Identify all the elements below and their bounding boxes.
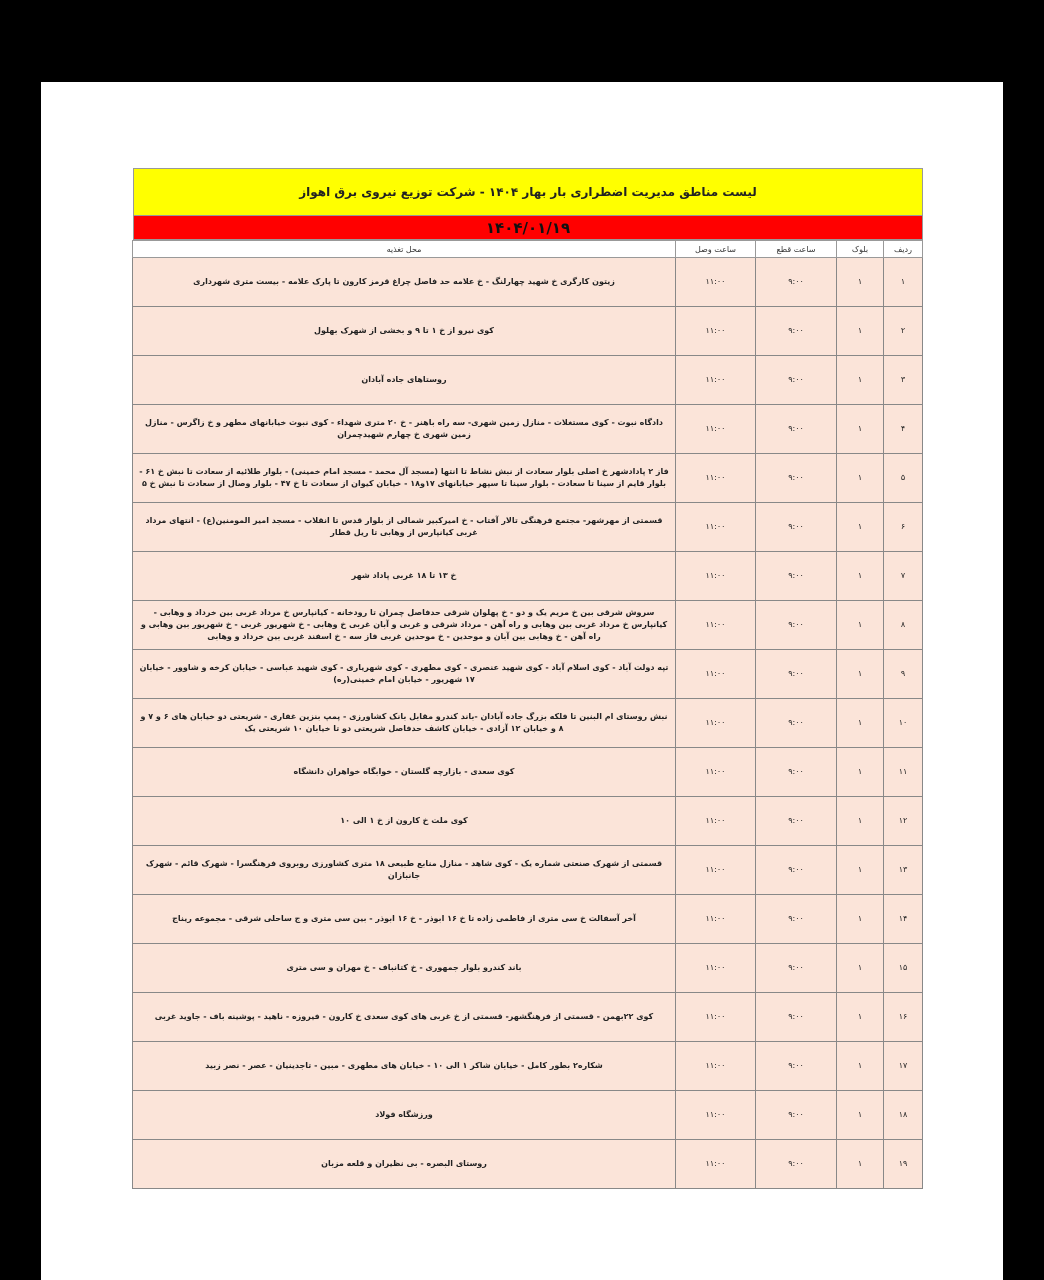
table-row <box>133 601 923 650</box>
header-cut-time: ساعت قطع <box>756 241 837 258</box>
block-cell: ۱ <box>837 1140 884 1189</box>
connect-time-cell: ۱۱:۰۰ <box>676 993 756 1042</box>
block-cell: ۱ <box>837 846 884 895</box>
row-number-cell: ۱۸ <box>884 1091 923 1140</box>
row-number-cell: ۲ <box>884 307 923 356</box>
table-row <box>133 993 923 1042</box>
location-cell: کوی سعدی - بازارچه گلستان - خوابگاه خواهران دانشگاه <box>133 748 676 797</box>
location-cell: ورزشگاه فولاد <box>133 1091 676 1140</box>
header-row-number: ردیف <box>884 241 923 258</box>
block-cell: ۱ <box>837 503 884 552</box>
block-cell: ۱ <box>837 356 884 405</box>
block-cell: ۱ <box>837 797 884 846</box>
connect-time-cell: ۱۱:۰۰ <box>676 895 756 944</box>
connect-time-cell: ۱۱:۰۰ <box>676 601 756 650</box>
table-row <box>133 405 923 454</box>
row-number-cell: ۶ <box>884 503 923 552</box>
location-cell: فاز ۲ پادادشهر خ اصلی بلوار سعادت از نبش نشاط تا انتها (مسجد آل محمد - مسجد امام خمینی) - بلوار طلائیه از سعادت تا نبش خ ۶۱ - بلوار قایم از سینا تا سعادت - بلوار سینا تا سپهر خیابانهای ۱۷و۱۸ - خیابان کیوان از سعادت تا خ ۴۷ - بلوار وصال از سعادت تا نبش خ ۵ <box>133 454 676 503</box>
table-row <box>133 356 923 405</box>
table-row <box>133 748 923 797</box>
connect-time-cell: ۱۱:۰۰ <box>676 1091 756 1140</box>
block-cell: ۱ <box>837 650 884 699</box>
cut-time-cell: ۹:۰۰ <box>756 258 837 307</box>
table-row <box>133 1140 923 1189</box>
row-number-cell: ۳ <box>884 356 923 405</box>
connect-time-cell: ۱۱:۰۰ <box>676 1042 756 1091</box>
location-cell: قسمتی از مهرشهر- مجتمع فرهنگی تالار آفتاب - خ امیرکبیر شمالی از بلوار قدس تا انقلاب - مسجد امیر المومنین(ع) - انتهای مرداد غربی کیانپارس از وهابی تا ریل قطار <box>133 503 676 552</box>
cut-time-cell: ۹:۰۰ <box>756 846 837 895</box>
row-number-cell: ۱۱ <box>884 748 923 797</box>
table-row <box>133 258 923 307</box>
row-number-cell: ۸ <box>884 601 923 650</box>
table-body <box>133 258 923 1189</box>
document-page <box>41 82 1003 1280</box>
table-row <box>133 895 923 944</box>
header-location: محل تغذیه <box>133 241 676 258</box>
cut-time-cell: ۹:۰۰ <box>756 797 837 846</box>
location-cell: سروش شرقی بین خ مریم یک و دو - خ پهلوان شرقی حدفاصل چمران تا رودخانه - کیانپارس خ مرداد غربی بین خرداد و وهابی - کیانپارس خ مرداد غربی بین وهابی و راه آهن - مرداد شرقی و غربی و آبان غربی خ وهابی - خ شهریور غربی - خ شهریور بین وهابی و راه آهن - خ وهابی بین آبان و موحدین - خ موحدین غربی فاز سه - خ اسفند غربی بین خرداد و وهابی <box>133 601 676 650</box>
connect-time-cell: ۱۱:۰۰ <box>676 356 756 405</box>
row-number-cell: ۵ <box>884 454 923 503</box>
connect-time-cell: ۱۱:۰۰ <box>676 1140 756 1189</box>
block-cell: ۱ <box>837 895 884 944</box>
connect-time-cell: ۱۱:۰۰ <box>676 797 756 846</box>
row-number-cell: ۱۵ <box>884 944 923 993</box>
location-cell: آخر آسفالت خ سی متری از فاطمی زاده تا خ ۱۶ ابوذر - خ ۱۶ ابوذر - بین سی متری و ج ساحلی شرقی - مجموعه ریناج <box>133 895 676 944</box>
table-row <box>133 1042 923 1091</box>
location-cell: خ ۱۳ تا ۱۸ غربی پاداد شهر <box>133 552 676 601</box>
cut-time-cell: ۹:۰۰ <box>756 748 837 797</box>
block-cell: ۱ <box>837 307 884 356</box>
row-number-cell: ۷ <box>884 552 923 601</box>
table-row <box>133 797 923 846</box>
table-row <box>133 552 923 601</box>
table-row <box>133 454 923 503</box>
cut-time-cell: ۹:۰۰ <box>756 1042 837 1091</box>
connect-time-cell: ۱۱:۰۰ <box>676 944 756 993</box>
schedule-table <box>132 240 923 1189</box>
block-cell: ۱ <box>837 601 884 650</box>
table-row <box>133 699 923 748</box>
block-cell: ۱ <box>837 552 884 601</box>
location-cell: دادگاه نبوت - کوی مستغلات - منازل زمین شهری- سه راه باهنر - خ ۲۰ متری شهداء - کوی نبوت خیابانهای مطهر و خ زاگرس - منازل زمین شهری خ چهارم شهیدچمران <box>133 405 676 454</box>
cut-time-cell: ۹:۰۰ <box>756 454 837 503</box>
outage-schedule <box>133 168 923 1189</box>
row-number-cell: ۱۲ <box>884 797 923 846</box>
connect-time-cell: ۱۱:۰۰ <box>676 503 756 552</box>
cut-time-cell: ۹:۰۰ <box>756 307 837 356</box>
row-number-cell: ۱ <box>884 258 923 307</box>
location-cell: کوی ملت خ کارون از خ ۱ الی ۱۰ <box>133 797 676 846</box>
row-number-cell: ۴ <box>884 405 923 454</box>
row-number-cell: ۱۷ <box>884 1042 923 1091</box>
row-number-cell: ۱۰ <box>884 699 923 748</box>
location-cell: کوی ۲۲بهمن - قسمتی از فرهنگشهر- قسمتی از خ غربی های کوی سعدی خ کارون - فیروزه - ناهید - پوشینه باف - جاوید غربی <box>133 993 676 1042</box>
header-block: بلوک <box>837 241 884 258</box>
cut-time-cell: ۹:۰۰ <box>756 944 837 993</box>
connect-time-cell: ۱۱:۰۰ <box>676 405 756 454</box>
location-cell: باند کندرو بلوار جمهوری - خ کتانباف - خ مهران و سی متری <box>133 944 676 993</box>
block-cell: ۱ <box>837 1091 884 1140</box>
location-cell: قسمتی از شهرک صنعتی شماره یک - کوی شاهد - منازل منابع طبیعی ۱۸ متری کشاورزی روبروی فرهنگسرا - شهرک قائم - شهرک جانبازان <box>133 846 676 895</box>
row-number-cell: ۱۴ <box>884 895 923 944</box>
table-row <box>133 944 923 993</box>
cut-time-cell: ۹:۰۰ <box>756 356 837 405</box>
table-row <box>133 307 923 356</box>
table-row <box>133 846 923 895</box>
row-number-cell: ۱۳ <box>884 846 923 895</box>
location-cell: روستاهای جاده آبادان <box>133 356 676 405</box>
block-cell: ۱ <box>837 748 884 797</box>
cut-time-cell: ۹:۰۰ <box>756 895 837 944</box>
location-cell: روستای البصره - بی نظیران و قلعه مزبان <box>133 1140 676 1189</box>
row-number-cell: ۱۹ <box>884 1140 923 1189</box>
block-cell: ۱ <box>837 258 884 307</box>
cut-time-cell: ۹:۰۰ <box>756 1140 837 1189</box>
schedule-date: ۱۴۰۴/۰۱/۱۹ <box>133 216 923 240</box>
location-cell: زیتون کارگری خ شهید چهارلنگ - خ علامه حد فاصل چراغ قرمز کارون تا پارک علامه - بیست متری شهرداری <box>133 258 676 307</box>
location-cell: شکاره۲ بطور کامل - خیابان شاکر ۱ الی ۱۰ - خیابان های مطهری - مبین - تاجدینیان - عصر - نصر زبید <box>133 1042 676 1091</box>
connect-time-cell: ۱۱:۰۰ <box>676 454 756 503</box>
header-connect-time: ساعت وصل <box>676 241 756 258</box>
cut-time-cell: ۹:۰۰ <box>756 650 837 699</box>
connect-time-cell: ۱۱:۰۰ <box>676 307 756 356</box>
table-row <box>133 503 923 552</box>
table-header <box>133 241 923 258</box>
location-cell: کوی نیرو از خ ۱ تا ۹ و بخشی از شهرک بهلول <box>133 307 676 356</box>
cut-time-cell: ۹:۰۰ <box>756 552 837 601</box>
table-row <box>133 1091 923 1140</box>
cut-time-cell: ۹:۰۰ <box>756 503 837 552</box>
block-cell: ۱ <box>837 944 884 993</box>
connect-time-cell: ۱۱:۰۰ <box>676 258 756 307</box>
location-cell: تپه دولت آباد - کوی اسلام آباد - کوی شهید عنصری - کوی مطهری - کوی شهریاری - کوی شهید عباسی - خیابان کرخه و شاوور - خیابان ۱۷ شهریور - خیابان امام خمینی(ره) <box>133 650 676 699</box>
cut-time-cell: ۹:۰۰ <box>756 1091 837 1140</box>
row-number-cell: ۹ <box>884 650 923 699</box>
block-cell: ۱ <box>837 1042 884 1091</box>
cut-time-cell: ۹:۰۰ <box>756 601 837 650</box>
block-cell: ۱ <box>837 993 884 1042</box>
row-number-cell: ۱۶ <box>884 993 923 1042</box>
block-cell: ۱ <box>837 699 884 748</box>
connect-time-cell: ۱۱:۰۰ <box>676 552 756 601</box>
connect-time-cell: ۱۱:۰۰ <box>676 846 756 895</box>
connect-time-cell: ۱۱:۰۰ <box>676 699 756 748</box>
table-row <box>133 650 923 699</box>
connect-time-cell: ۱۱:۰۰ <box>676 650 756 699</box>
location-cell: نبش روستای ام البنین تا فلکه بزرگ جاده آبادان -باند کندرو مقابل بانک کشاورزی - پمپ بنزین غفاری - شریعتی دو خیابان های ۶ و ۷ و ۸ و خیابان ۱۲ آزادی - خیابان کاشف حدفاصل شریعتی دو تا خیابان ۱۰ شریعتی یک <box>133 699 676 748</box>
block-cell: ۱ <box>837 405 884 454</box>
connect-time-cell: ۱۱:۰۰ <box>676 748 756 797</box>
cut-time-cell: ۹:۰۰ <box>756 405 837 454</box>
document-title: لیست مناطق مدیریت اضطراری بار بهار ۱۴۰۴ - شرکت توزیع نیروی برق اهواز <box>133 168 923 216</box>
block-cell: ۱ <box>837 454 884 503</box>
cut-time-cell: ۹:۰۰ <box>756 993 837 1042</box>
cut-time-cell: ۹:۰۰ <box>756 699 837 748</box>
